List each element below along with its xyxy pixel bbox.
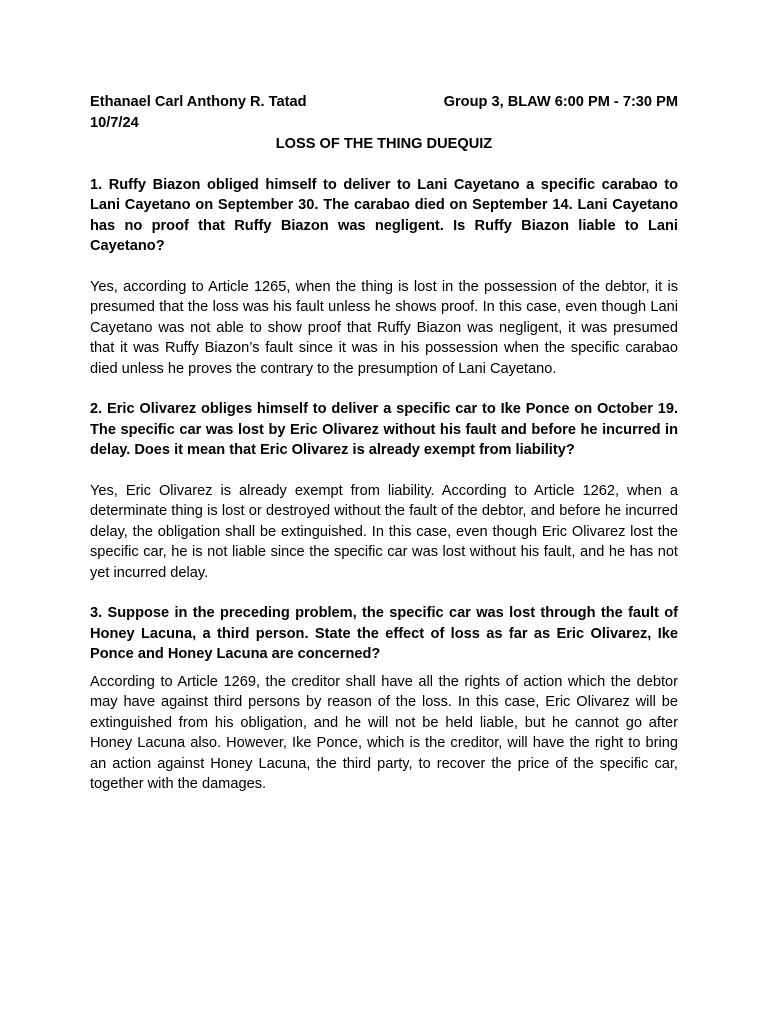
author-name: Ethanael Carl Anthony R. Tatad [90,94,307,110]
answer-1: Yes, according to Article 1265, when the thing is lost in the possession of the debtor, it is presumed that the loss was his fault unless he shows proof. In this case, even though Lani Cayetano was not able to show proof that Ruffy Biazon was negligent, it was presumed that it was Ruffy Biazon’s fault since it was in his possession when the specific carabao died unless he proves the contrary to the presumption of Lani Cayetano. [90,278,678,377]
question-1: 1. Ruffy Biazon obliged himself to deliver to Lani Cayetano a specific carabao to Lani Cayetano on September 30. The carabao died on September 14. Lani Cayetano has no proof that Ruffy Biazon was negligent. Is Ruffy Biazon liable to Lani Cayetano? [90,176,678,254]
answer-3: According to Article 1269, the creditor shall have all the rights of action which the debtor may have against third persons by reason of the loss. In this case, Eric Olivarez will be extinguished from his obligation, and he will not be held liable, but he cannot go after Honey Lacuna also. However, Ike Ponce, which is the creditor, will have the right to bring an action against Honey Lacuna, the third party, to recover the price of the specific car, together with the damages. [90,673,678,792]
group-schedule: Group 3, BLAW 6:00 PM - 7:30 PM [443,94,678,110]
answer-2: Yes, Eric Olivarez is already exempt from liability. According to Article 1262, when a determinate thing is lost or destroyed without the fault of the debtor, and before he incurred delay, the obligation shall be extinguished. In this case, even though Eric Olivarez lost the specific car, he is not liable since the specific car was lost without his fault, and he has not yet incurred delay. [90,482,678,581]
question-3: 3. Suppose in the preceding problem, the specific car was lost through the fault of Honey Lacuna, a third person. State the effect of loss as far as Eric Olivarez, Ike Ponce and Honey Lacuna are concerned? [90,605,678,662]
document-title: LOSS OF THE THING DUEQUIZ [275,136,493,152]
header-row [90,92,678,113]
date: 10/7/24 [90,114,139,131]
question-2: 2. Eric Olivarez obliges himself to deliver a specific car to Ike Ponce on October 19. The specific car was lost by Eric Olivarez without his fault and before he incurred in delay. Does it mean that Eric Olivarez is already exempt from liability? [90,401,678,458]
document-page [90,92,678,795]
